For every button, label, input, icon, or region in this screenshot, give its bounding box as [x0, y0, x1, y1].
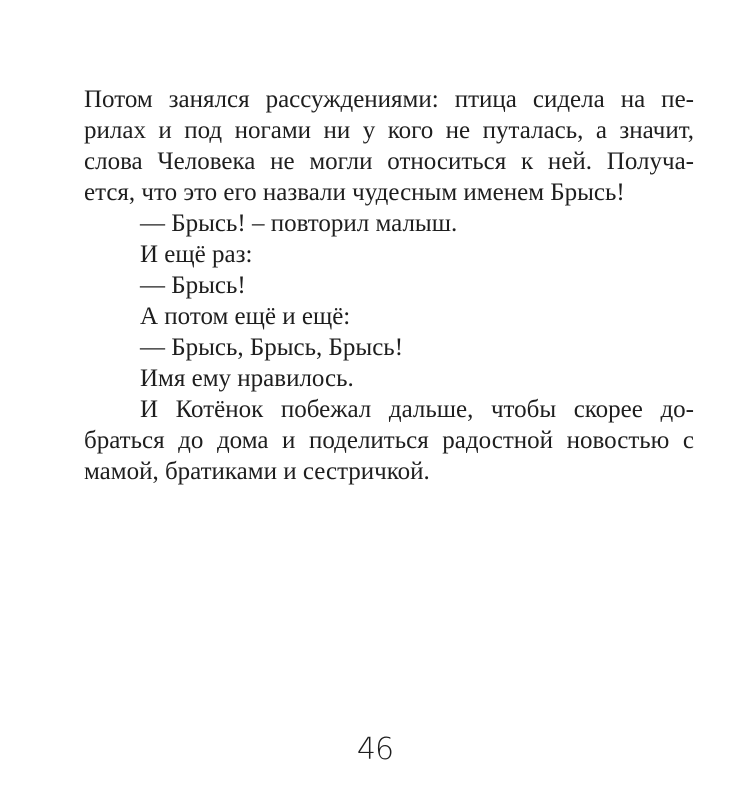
text-line: А потом ещё и ещё: — [140, 303, 351, 330]
text-line: рилах и под ногами ни у кого не путалась, а значит, — [84, 117, 694, 144]
text-line: Имя ему нравилось. — [140, 365, 354, 392]
text-line: ется, что это его назвали чудесным именем Брысь! — [84, 179, 625, 206]
page-number: 46 — [356, 732, 394, 767]
text-line: браться до дома и поделиться радостной новостью с — [84, 427, 694, 454]
text-line: — Брысь! — [140, 272, 246, 299]
text-line: — Брысь, Брысь, Брысь! — [140, 334, 404, 361]
text-line: И Котёнок побежал дальше, чтобы скорее до- — [140, 396, 694, 423]
text-line: мамой, братиками и сестричкой. — [84, 458, 430, 485]
text-line: — Брысь! – повторил малыш. — [140, 210, 458, 237]
page-text — [84, 84, 694, 487]
text-line: И ещё раз: — [140, 241, 253, 268]
text-line: Потом занялся рассуждениями: птица сидела на пе- — [84, 86, 694, 113]
text-line: слова Человека не могли относиться к ней. Получа- — [84, 148, 694, 175]
